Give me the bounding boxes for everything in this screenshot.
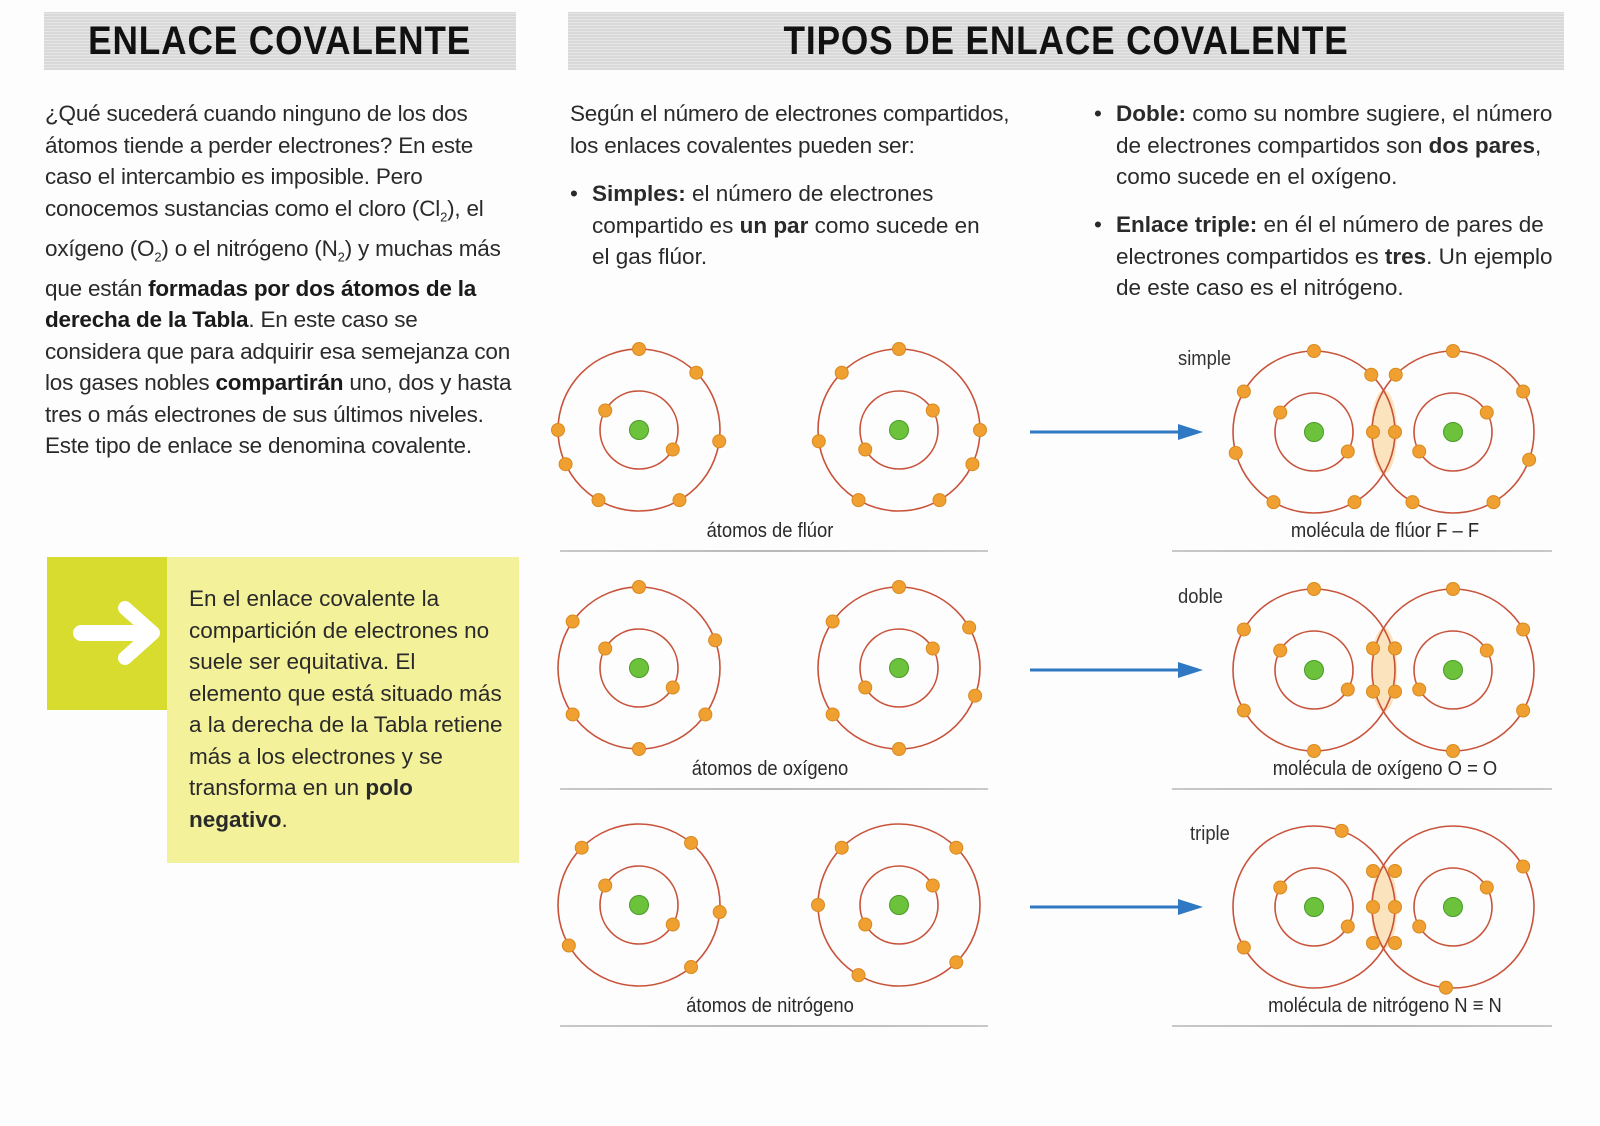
section-header-enlace-covalente [44,12,516,70]
electron-icon [926,879,939,892]
molecule-caption: molécula de nitrógeno N ≡ N [1268,995,1502,1017]
divider [560,550,988,552]
electron-icon [1480,644,1493,657]
electron-icon [963,621,976,634]
electron-icon [592,494,605,507]
atoms-caption: átomos de oxígeno [691,758,849,780]
electron-icon [933,494,946,507]
nucleus-icon [1444,423,1463,442]
electron-icon [709,634,722,647]
divider [1172,1025,1552,1027]
callout-icon-box [47,557,167,710]
callout-text: En el enlace covalente la compartición de electrones no suele ser equitativa. El elemento que está situado más a la derecha de la Tabla retiene más a los electrones y se transforma en un polo negativo. [167,557,519,863]
electron-icon [1237,623,1250,636]
electron-icon [852,494,865,507]
electron-icon [974,424,987,437]
electron-icon [699,708,712,721]
bullet-doble: • Doble: como su nombre sugiere, el número de electrones compartidos son dos pares, como sucede en el oxígeno. [1116,98,1566,193]
electron-icon [1480,881,1493,894]
electron-icon [1389,865,1402,878]
nucleus-icon [890,659,909,678]
nucleus-icon [1444,898,1463,917]
electron-icon [893,581,906,594]
electron-icon [1237,704,1250,717]
diagram-row-triple [560,815,1580,1055]
arrow-head-icon [1178,899,1203,915]
electron-icon [1517,385,1530,398]
electron-icon [1341,445,1354,458]
electron-icon [1308,583,1321,596]
electron-icon [893,743,906,756]
types-intro: Según el número de electrones compartidos, los enlaces covalentes pueden ser: [570,101,1010,158]
electron-icon [852,969,865,982]
molecule [1233,583,1534,758]
electron-icon [1348,496,1361,509]
electron-icon [1517,704,1530,717]
molecule [1229,345,1535,514]
electron-icon [1517,623,1530,636]
section-title: TIPOS DE ENLACE COVALENTE [783,18,1349,63]
electron-icon [666,443,679,456]
electron-icon [1389,937,1402,950]
electron-icon [559,458,572,471]
separate-atoms [552,343,987,512]
bond-diagram-svg [560,340,1580,540]
electron-icon [685,836,698,849]
electron-icon [666,918,679,931]
electron-icon [859,443,872,456]
divider [560,788,988,790]
electron-icon [666,681,679,694]
electron-icon [633,743,646,756]
molecule [1233,824,1534,994]
electron-icon [926,404,939,417]
nucleus-icon [890,896,909,915]
divider [560,1025,988,1027]
electron-icon [1237,385,1250,398]
electron-icon [633,343,646,356]
nucleus-icon [890,421,909,440]
electron-icon [966,458,979,471]
electron-icon [599,879,612,892]
electron-icon [926,642,939,655]
electron-icon [1413,683,1426,696]
nucleus-icon [630,659,649,678]
bullet-dot-icon: • [1094,212,1102,237]
electron-icon [1480,406,1493,419]
diagram-row-simple [560,340,1580,580]
electron-icon [859,681,872,694]
electron-icon [812,435,825,448]
electron-icon [1523,453,1536,466]
bullet-dot-icon: • [1094,101,1102,126]
electron-icon [950,956,963,969]
electron-icon [1367,901,1380,914]
electron-icon [1389,426,1402,439]
electron-icon [1367,865,1380,878]
molecule-caption: molécula de flúor F – F [1290,520,1480,542]
electron-icon [1389,368,1402,381]
electron-icon [1274,406,1287,419]
electron-icon [566,708,579,721]
electron-icon [812,899,825,912]
divider [1172,788,1552,790]
electron-icon [1274,644,1287,657]
shared-region [1371,628,1397,712]
electron-icon [1517,860,1530,873]
separate-atoms [558,581,982,756]
electron-icon [1274,881,1287,894]
section-title: ENLACE COVALENTE [88,18,472,63]
electron-icon [1367,426,1380,439]
electron-icon [1335,824,1348,837]
bullet-simple: • Simples: el número de electrones compartido es un par como sucede en el gas flúor. [592,178,992,273]
nucleus-icon [1305,423,1324,442]
nucleus-icon [630,896,649,915]
bond-diagram-svg [560,815,1580,1015]
arrow-head-icon [1178,424,1203,440]
electron-icon [1308,745,1321,758]
electron-icon [835,366,848,379]
atoms-caption: átomos de nitrógeno [686,995,854,1017]
electron-icon [950,841,963,854]
bond-type-label: simple [1178,348,1232,370]
electron-icon [1389,642,1402,655]
electron-icon [1406,496,1419,509]
electron-icon [566,615,579,628]
electron-icon [713,435,726,448]
electron-icon [1447,583,1460,596]
intro-paragraph: ¿Qué sucederá cuando ninguno de los dos átomos tiende a perder electrones? En este caso el intercambio es imposible. Pero conocemos sustancias como el cloro $(Cl_2)$, el oxígeno $(O_2)$ o el nitrógeno $(N_2)$ y muchas más que están formadas por dos átomos de la derecha de la Tabla. En este caso se considera que para adquirir esa semejanza con los gases nobles compartirán uno, dos y hasta tres o más electrones de sus últimos niveles. Este tipo de enlace se denomina covalente. [45,101,512,458]
bond-type-label: triple [1190,823,1230,845]
molecule-caption: molécula de oxígeno O = O [1272,758,1498,780]
electron-icon [1389,685,1402,698]
electron-icon [685,961,698,974]
arrow-head-icon [1178,662,1203,678]
nucleus-icon [1305,898,1324,917]
atoms-caption: átomos de flúor [706,520,834,542]
divider [1172,550,1552,552]
electron-icon [1439,981,1452,994]
electron-icon [1267,496,1280,509]
nucleus-icon [1305,661,1324,680]
electron-icon [713,906,726,919]
electron-icon [690,366,703,379]
electron-icon [599,404,612,417]
electron-icon [859,918,872,931]
electron-icon [1365,368,1378,381]
electron-icon [826,708,839,721]
separate-atoms [558,824,980,986]
electron-icon [1229,446,1242,459]
electron-icon [552,424,565,437]
electron-icon [673,494,686,507]
electron-icon [1447,745,1460,758]
electron-icon [575,841,588,854]
electron-icon [1341,683,1354,696]
diagram-row-doble [560,578,1580,818]
electron-icon [1341,920,1354,933]
electron-icon [1367,937,1380,950]
electron-icon [826,615,839,628]
bullet-triple: • Enlace triple: en él el número de pares de electrones compartidos es tres. Un ejemplo de este caso es el nitrógeno. [1116,209,1566,304]
bond-type-label: doble [1178,586,1224,608]
bond-diagram-svg [560,578,1580,778]
bullet-dot-icon: • [570,181,578,206]
electron-icon [1237,941,1250,954]
electron-icon [1413,920,1426,933]
nucleus-icon [1444,661,1463,680]
electron-icon [1308,345,1321,358]
electron-icon [969,689,982,702]
section-header-tipos [568,12,1564,70]
electron-icon [1367,685,1380,698]
electron-icon [1413,445,1426,458]
electron-icon [1367,642,1380,655]
electron-icon [835,841,848,854]
electron-icon [1487,496,1500,509]
arrow-right-icon [75,602,161,664]
electron-icon [893,343,906,356]
nucleus-icon [630,421,649,440]
electron-icon [1389,901,1402,914]
electron-icon [599,642,612,655]
electron-icon [633,581,646,594]
electron-icon [1447,345,1460,358]
electron-icon [562,939,575,952]
